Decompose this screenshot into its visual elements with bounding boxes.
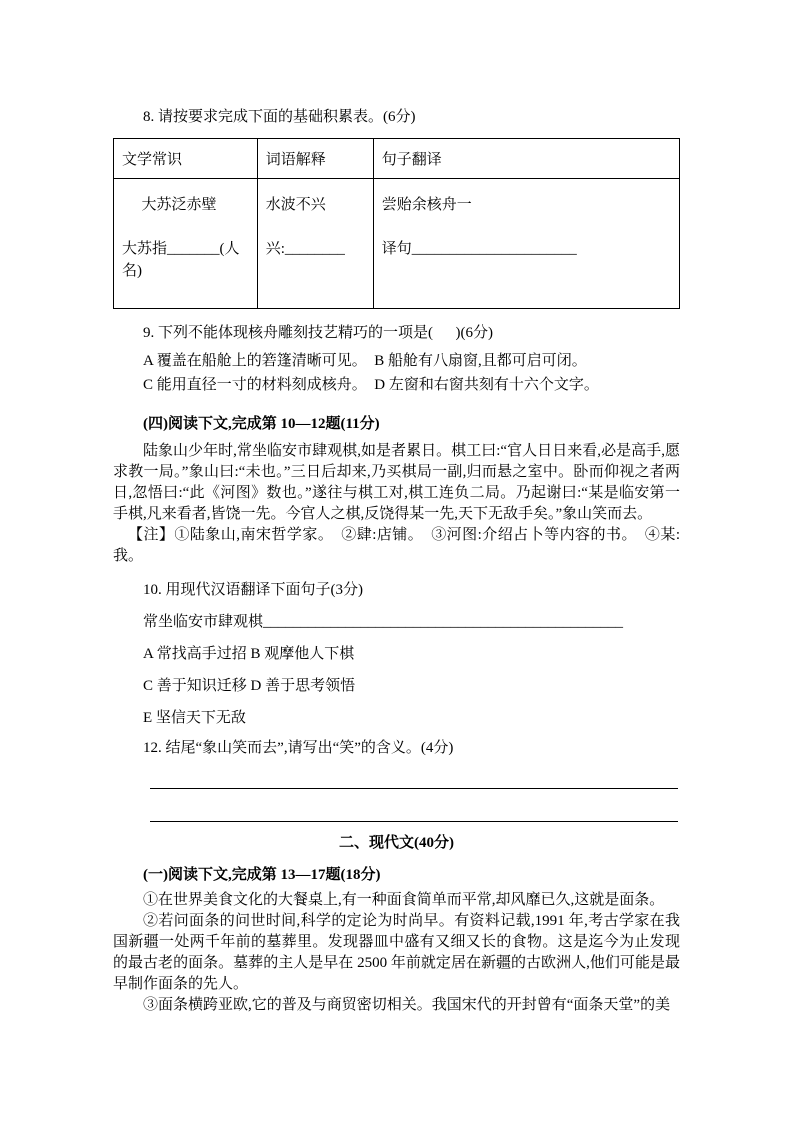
cell-sentence-blank: 译句______________________ (381, 241, 577, 257)
section-two-sub-heading: (一)阅读下文,完成第 13—17题(18分) (143, 867, 381, 883)
cell-word-top: 水波不兴 (265, 197, 326, 213)
table-body-row (114, 179, 680, 309)
table-cell-sentence (373, 179, 679, 309)
table-cell-word (257, 179, 373, 309)
question-9-title: 9. 下列不能体现核舟雕刻技艺精巧的一项是( )(6分) (143, 325, 493, 341)
question-10-title: 10. 用现代汉语翻译下面句子(3分) (143, 582, 363, 598)
question-10-sentence-blank: 常坐临安市肆观棋________________________________________________ (143, 614, 624, 630)
section-four-note: 【注】①陆象山,南宋哲学家。 ②肆:店铺。 ③河图:介绍占卜等内容的书。 ④某:我。 (113, 527, 680, 564)
cell-sentence-top: 尝贻余核舟一 (381, 197, 472, 213)
table-header-literary: 文学常识 (114, 139, 258, 179)
modern-text-paragraph-2: ②若问面条的问世时间,科学的定论为时尚早。有资料记载,1991 年,考古学家在我国新疆一处两千年前的墓葬里。发现器皿中盛有又细又长的食物。这是迄今为止发现的最古老的面条。墓葬的主人是早在 2500 年前就定居在新疆的古欧洲人,他们可能是最早制作面条的先人。 (113, 913, 680, 992)
table-header-row (114, 139, 680, 179)
question-11-options-cd: C 善于知识迁移 D 善于思考领悟 (143, 678, 356, 694)
question-11-option-e: E 坚信天下无敌 (143, 710, 246, 726)
table-header-sentence: 句子翻译 (373, 139, 679, 179)
question-9-options-ab: A 覆盖在船舱上的箬篷清晰可见。 B 船舱有八扇窗,且都可启可闭。 (143, 353, 587, 369)
cell-literary-top: 大苏泛赤壁 (141, 197, 217, 213)
question-12-title: 12. 结尾“象山笑而去”,请写出“笑”的含义。(4分) (143, 740, 454, 756)
modern-text-paragraph-3: ③面条横跨亚欧,它的普及与商贸密切相关。我国宋代的开封曾有“面条天堂”的美 (143, 997, 671, 1013)
question-8-title: 8. 请按要求完成下面的基础积累表。(6分) (143, 109, 416, 125)
cell-literary-blank: 大苏指_______(人名) (122, 241, 240, 279)
section-four-passage: 陆象山少年时,常坐临安市肆观棋,如是者累日。棋工曰:“官人日日来看,必是高手,愿求教一局。”象山曰:“未也。”三日后却来,乃买棋局一副,归而悬之室中。卧而仰视之者两日,忽悟曰:“此《河图》数也。”遂往与棋工对,棋工连负二局。乃起谢曰:“某是临安第一手棋,凡来看者,皆饶一先。今官人之棋,反饶得某一先,天下无敌手矣。”象山笑而去。 (113, 443, 680, 522)
table-cell-literary (114, 179, 258, 309)
question-11-options-ab: A 常找高手过招 B 观摩他人下棋 (143, 646, 355, 662)
modern-text-paragraph-1: ①在世界美食文化的大餐桌上,有一种面食简单而平常,却风靡已久,这就是面条。 (143, 892, 665, 908)
answer-blank-line-2 (150, 789, 678, 822)
section-two-heading: 二、现代文(40分) (339, 835, 454, 851)
table-header-word: 词语解释 (257, 139, 373, 179)
question-9-options-cd: C 能用直径一寸的材料刻成核舟。 D 左窗和右窗共刻有十六个文字。 (143, 377, 599, 393)
answer-blank-line-1 (150, 759, 678, 789)
cell-word-blank: 兴:________ (265, 241, 345, 257)
section-four-title: (四)阅读下文,完成第 10—12题(11分) (143, 416, 380, 432)
accumulation-table (113, 138, 680, 309)
